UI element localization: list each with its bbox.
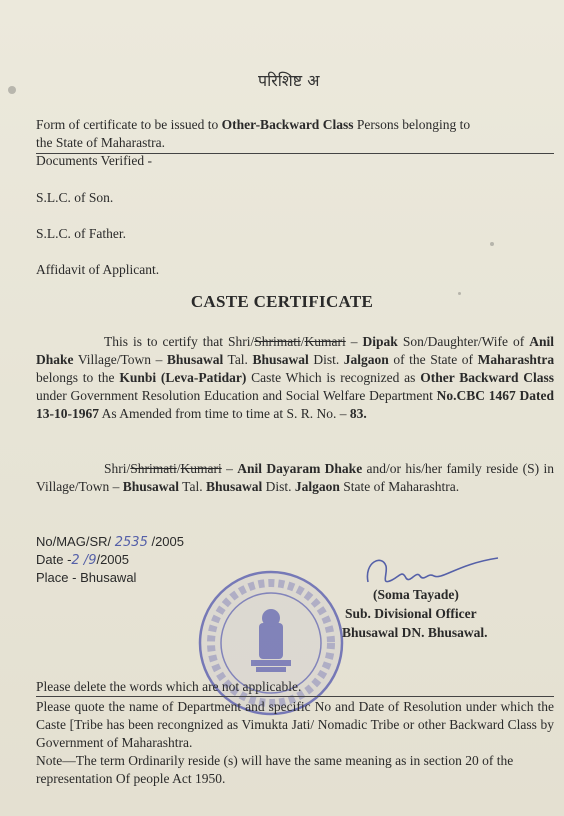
signatory-name: (Soma Tayade) [373,587,459,602]
certificate-heading: CASTE CERTIFICATE [190,292,374,311]
reference-number: No/MAG/SR/ 2535 /2005 [36,534,185,550]
certificate-paragraph-1: This is to certify that Shri/Shrimati/Kumari – Dipak Son/Daughter/Wife of Anil Dhake Village/Town – Bhusawal Tal. Bhusawal Dist. Jalgaon of the State of Maharashtra belongs to the Kunbi (Leva-Patidar) Caste Which is recognized as Other Backward Class under Government Resolution Education and Social Welfare Department No.CBC 1467 Dated 13-10-1967 As Amended from time to time at S. R. No. – 83. [36,334,555,421]
document-item: S.L.C. of Son. [36,190,114,205]
appendix-title: परिशिष्ट अ [258,71,320,90]
intro-line-2: the State of Maharastra. [36,135,165,150]
delete-note: Please delete the words which are not applicable. [36,679,302,694]
footer-rule [36,696,554,697]
signatory-office: Bhusawal DN. Bhusawal. [342,625,488,640]
documents-title: Documents Verified - [36,153,152,168]
paper-spot [458,292,461,295]
paper-spot [8,86,16,94]
issue-date: Date -2 /9/2005 [36,552,130,568]
paper-spot [490,242,494,246]
ordinary-residence-note: Note—The term Ordinarily reside (s) will have the same meaning as in section 20 of the representation Of people Act 1950. [36,753,514,786]
issue-place: Place - Bhusawal [36,570,137,585]
document-item: S.L.C. of Father. [36,226,126,241]
certificate-paragraph-2: Shri/Shrimati/Kumari – Anil Dayaram Dhake and/or his/her family reside (S) in Village/Town – Bhusawal Tal. Bhusawal Dist. Jalgaon State of Maharashtra. [36,461,554,494]
signatory-title: Sub. Divisional Officer [345,606,477,621]
resolution-note: Please quote the name of Department and specific No and Date of Resolution under which the Caste [Tribe has been recongnized as Vimukta Jati/ Nomadic Tribe or other Backward Class by Government of Maharashtra. [36,699,554,750]
intro-line-1: Form of certificate to be issued to Other-Backward Class Persons belonging to [36,117,471,132]
document-item: Affidavit of Applicant. [36,262,160,277]
